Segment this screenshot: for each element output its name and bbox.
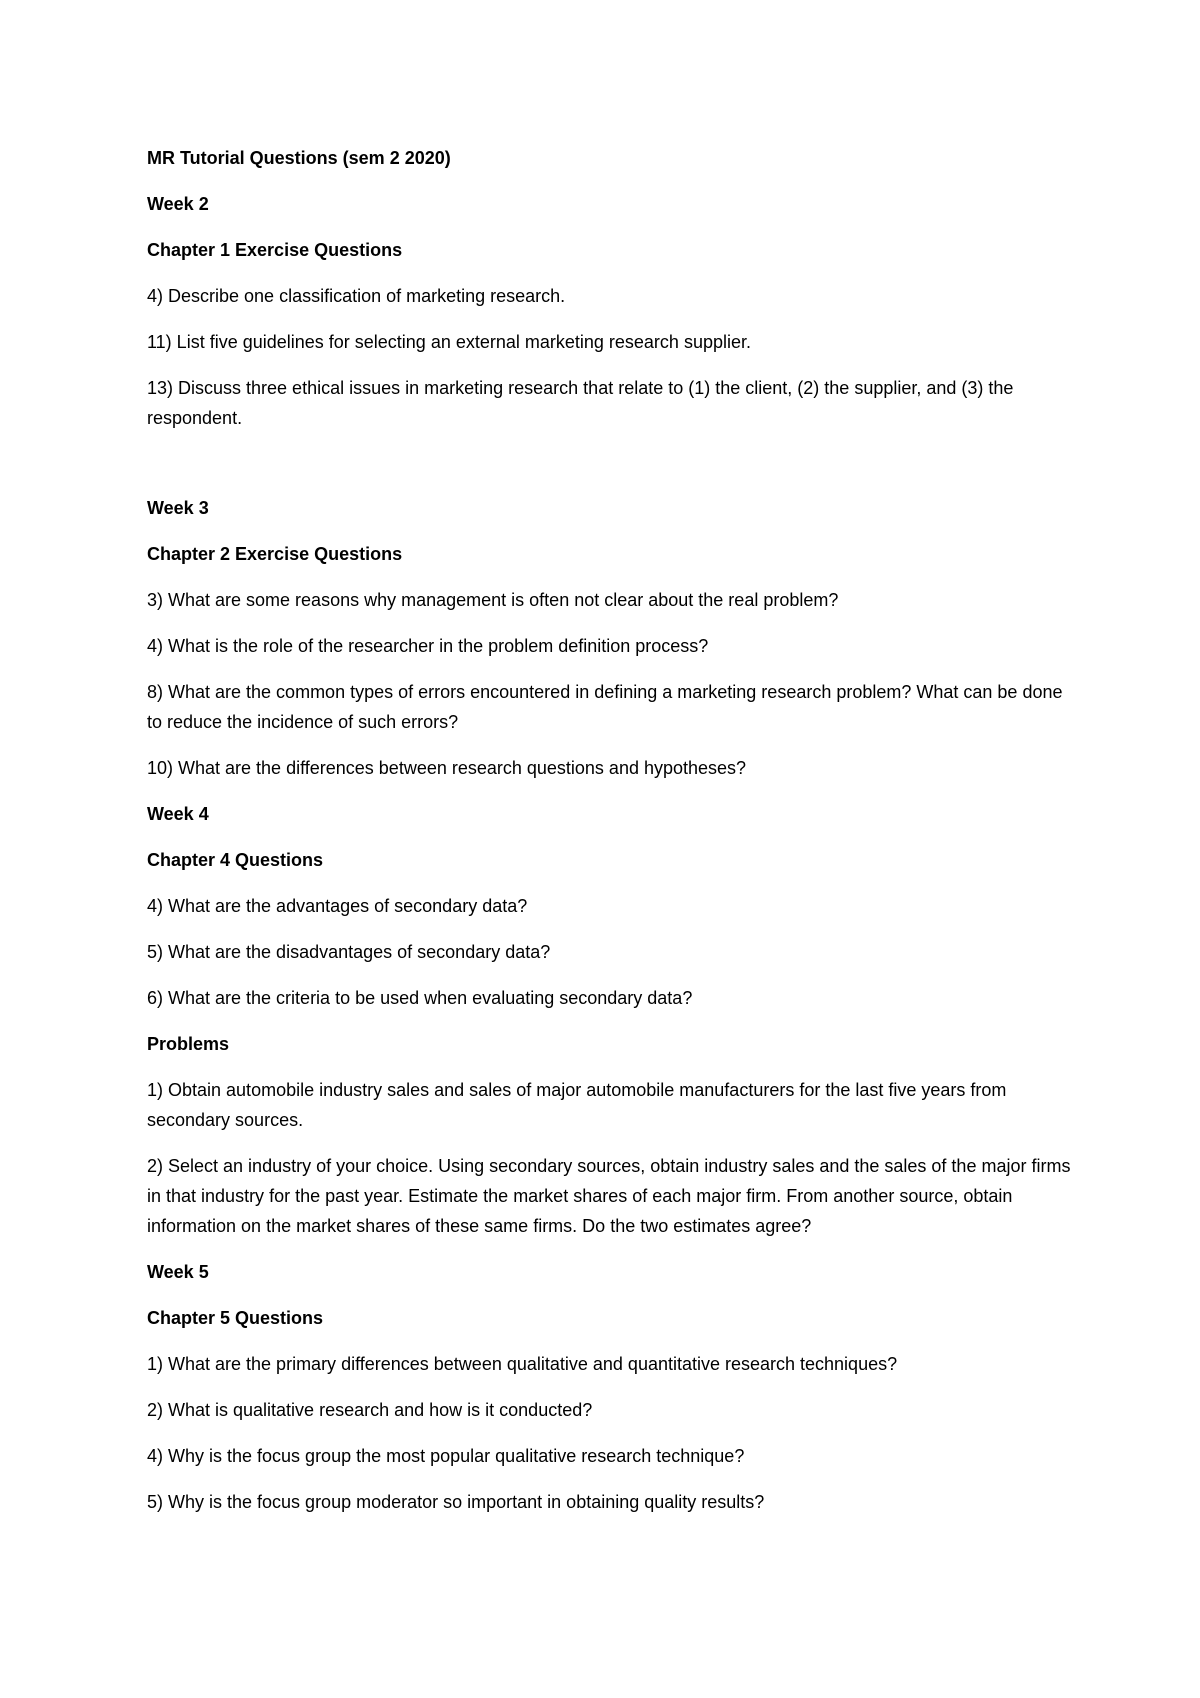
question-item: 11) List five guidelines for selecting an external marketing research supplier. [147,332,751,352]
question-item: 3) What are some reasons why management is often not clear about the real problem? [147,590,839,610]
question-item: 5) Why is the focus group moderator so important in obtaining quality results? [147,1492,765,1512]
question-item: 6) What are the criteria to be used when evaluating secondary data? [147,988,693,1008]
question-item: 4) Why is the focus group the most popular qualitative research technique? [147,1446,745,1466]
question-item: 1) What are the primary differences between qualitative and quantitative research techniques? [147,1354,898,1374]
problems-heading: Problems [147,1034,230,1054]
week-heading: Week 5 [147,1262,209,1282]
problem-item: 2) Select an industry of your choice. Using secondary sources, obtain industry sales and the sales of the major firms in that industry for the past year. Estimate the market shares of each major firm. From another source, obtain information on the market shares of these same firms. Do the two estimates agree? [147,1156,1071,1236]
chapter-heading: Chapter 2 Exercise Questions [147,544,403,564]
week-heading: Week 2 [147,194,209,214]
week-heading: Week 3 [147,498,209,518]
week-heading: Week 4 [147,804,209,824]
question-item: 8) What are the common types of errors encountered in defining a marketing research problem? What can be done to reduce the incidence of such errors? [147,682,1063,732]
question-item: 10) What are the differences between research questions and hypotheses? [147,758,747,778]
question-item: 2) What is qualitative research and how is it conducted? [147,1400,593,1420]
question-item: 4) Describe one classification of marketing research. [147,286,566,306]
chapter-heading: Chapter 5 Questions [147,1308,324,1328]
question-item: 4) What are the advantages of secondary data? [147,896,528,916]
document-title: MR Tutorial Questions (sem 2 2020) [147,148,451,168]
problem-item: 1) Obtain automobile industry sales and sales of major automobile manufacturers for the last five years from secondary sources. [147,1080,1007,1130]
chapter-heading: Chapter 1 Exercise Questions [147,240,403,260]
question-item: 4) What is the role of the researcher in the problem definition process? [147,636,709,656]
document-body [147,143,1077,1517]
chapter-heading: Chapter 4 Questions [147,850,324,870]
question-item: 5) What are the disadvantages of secondary data? [147,942,551,962]
question-item: 13) Discuss three ethical issues in marketing research that relate to (1) the client, (2) the supplier, and (3) the respondent. [147,378,1014,428]
